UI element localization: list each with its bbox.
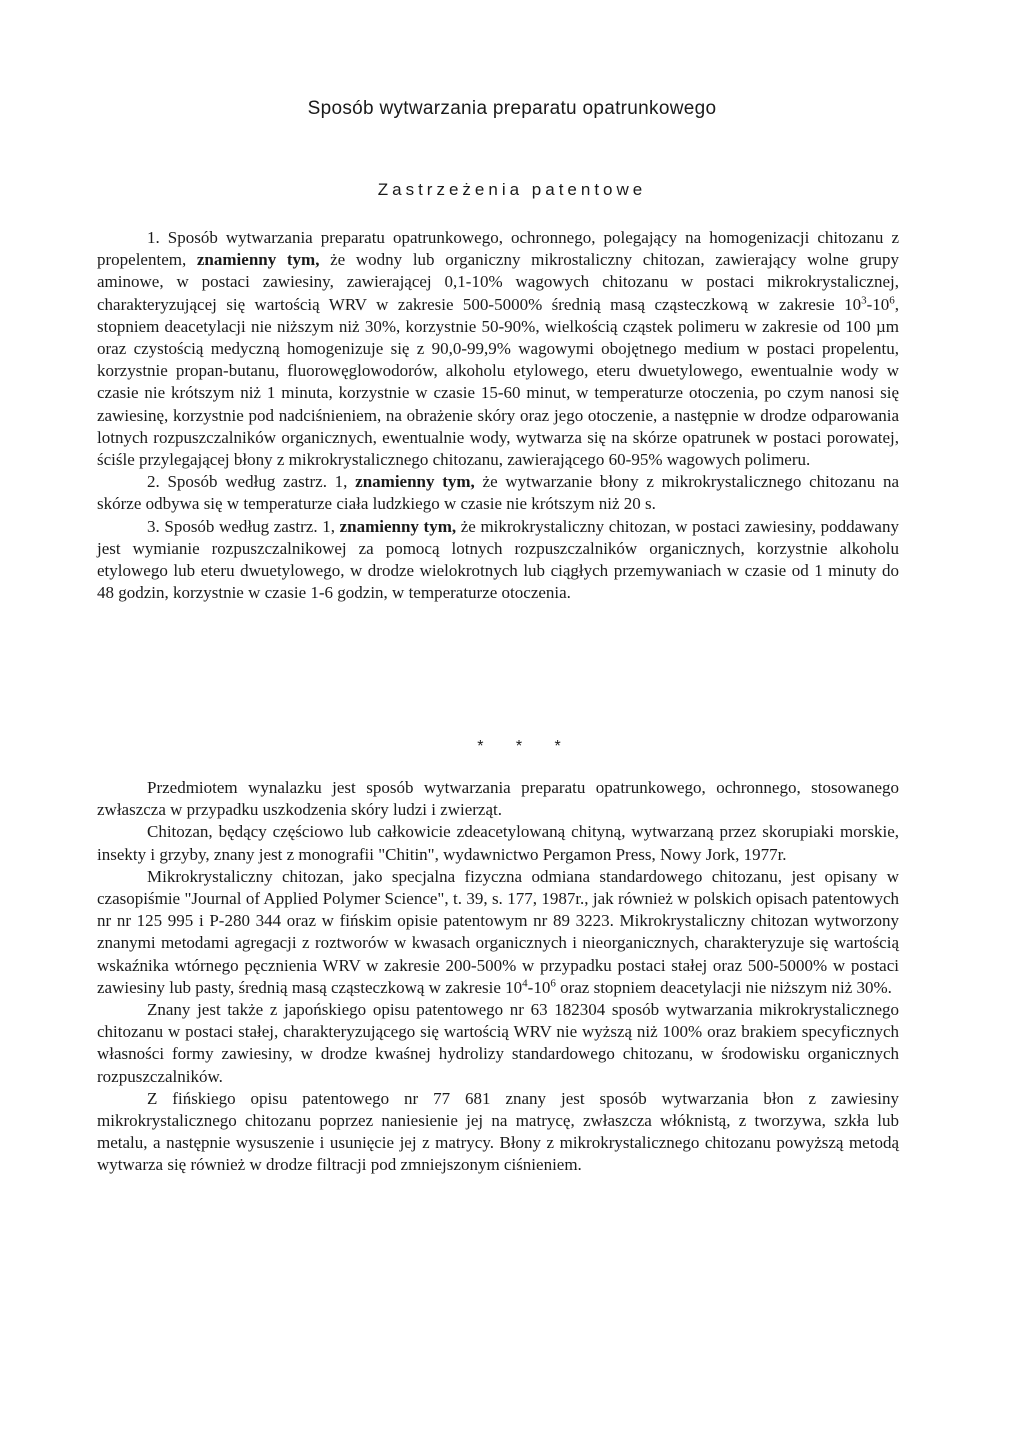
- claim-3: 3. Sposób według zastrz. 1, znamienny tym, że mikrokrystaliczny chitozan, w postaci zawiesiny, poddawany jest wymianie rozpuszczalnikowej za pomocą lotnych rozpuszczalników organicznych, korzystnie alkoholu etylowego lub eteru dwuetylowego, w drodze wielokrotnych lub ciągłych przemywaniach w czasie od 1 minuty do 48 godzin, korzystnie w czasie 1-6 godzin, w temperaturze otoczenia.: [97, 516, 899, 603]
- description-paragraph: Chitozan, będący częściowo lub całkowicie zdeacetylowaną chityną, wytwarzaną przez skorupiaki morskie, insekty i grzyby, znany jest z monografii "Chitin", wydawnictwo Pergamon Press, Nowy Jork, 1977r.: [97, 822, 899, 864]
- claim-keyword: znamienny tym,: [339, 516, 457, 536]
- section-separator: * * *: [477, 738, 575, 755]
- claims-heading: Zastrzeżenia patentowe: [377, 180, 647, 199]
- description-paragraph: Znany jest także z japońskiego opisu patentowego nr 63 182304 sposób wytwarzania mikrokrystalicznego chitozanu w postaci stałej, charakteryzującego się wartością WRV nie wyższą niż 100% oraz brakiem specyficznych własności formy zawiesiny, w drodze kwaśnej hydrolizy standardowego chitozanu, w środowisku organicznych rozpuszczalników.: [97, 1000, 899, 1086]
- description-paragraph: Przedmiotem wynalazku jest sposób wytwarzania preparatu opatrunkowego, ochronnego, stosowanego zwłaszcza w przypadku uszkodzenia skóry ludzi i zwierząt.: [97, 778, 899, 820]
- claim-keyword: znamienny tym,: [355, 472, 475, 492]
- claim-keyword: znamienny tym,: [196, 250, 320, 270]
- description-paragraph: Z fińskiego opisu patentowego nr 77 681 znany jest sposób wytwarzania błon z zawiesiny mikrokrystalicznego chitozanu poprzez naniesienie jej na matrycę, zwłaszcza włóknistą, z tworzywa, szkła lub metalu, a następnie wysuszenie i usunięcie jej z matrycy. Błony z mikrokrystalicznego chitozanu powyższą metodą wytwarza się również w drodze filtracji pod zmniejszonym ciśnieniem.: [97, 1088, 899, 1175]
- claim-1: 1. Sposób wytwarzania preparatu opatrunkowego, ochronnego, polegający na homogenizacji chitozanu z propelentem, znamienny tym, że wodny lub organiczny mikrostaliczny chitozan, zawierający wolne grupy aminowe, w postaci zawiesiny, zawierającej 0,1-10% wagowych chitozanu w postaci mikrokrystalicznej, charakteryzującej się wartością WRV w zakresie 500-5000% średnią masą cząsteczkową w zakresie $10^3-10^6$, stopniem deacetylacji nie niższym niż 30%, korzystnie 50-90%, wielkością cząstek polimeru w zakresie od 100 µm oraz czystością medyczną homogenizuje się z 90,0-99,9% wagowymi obojętnego medium w postaci propelentu, korzystnie propan-butanu, fluorowęglowodorów, alkoholu etylowego, eteru dwuetylowego, ewentualnie wody w czasie nie krótszym niż 1 minuta, korzystnie w czasie 15-60 minut, w temperaturze otoczenia, po czym nanosi się zawiesinę, korzystnie pod nadciśnieniem, na obrażenie skóry oraz jego otoczenie, a następnie w drodze odparowania lotnych rozpuszczalników organicznych, ewentualnie wody, wytwarza się na skórze opatrunek w postaci porowatej, ściśle przylegającej błony z mikrokrystalicznego chitozanu, zawierającego 60-95% wagowych polimeru.: [97, 228, 899, 470]
- claim-2: 2. Sposób według zastrz. 1, znamienny tym, że wytwarzanie błony z mikrokrystalicznego chitozanu na skórze odbywa się w temperaturze ciała ludzkiego w czasie nie krótszym niż 20 s.: [97, 472, 899, 514]
- description-paragraph: Mikrokrystaliczny chitozan, jako specjalna fizyczna odmiana standardowego chitozanu, jest opisany w czasopiśmie "Journal of Applied Polymer Science", t. 39, s. 177, 1987r., jak również w polskich opisach patentowych nr nr 125 995 i P-280 344 oraz w fińskim opisie patentowym nr 89 3223. Mikrokrystaliczny chitozan wytworzony znanymi metodami agregacji z roztworów w kwasach organicznych i nieorganicznych, charakteryzuje się wartością wskaźnika wtórnego pęcznienia WRV w zakresie 200-500% w przypadku postaci stałej oraz 500-5000% w postaci zawiesiny lub pasty, średnią masą cząsteczkową w zakresie $10^4-10^6$ oraz stopniem deacetylacji nie niższym niż 30%.: [97, 866, 899, 997]
- claims-section: [97, 227, 899, 604]
- document-title: Sposób wytwarzania preparatu opatrunkowego: [307, 98, 717, 119]
- description-section: [97, 777, 899, 1177]
